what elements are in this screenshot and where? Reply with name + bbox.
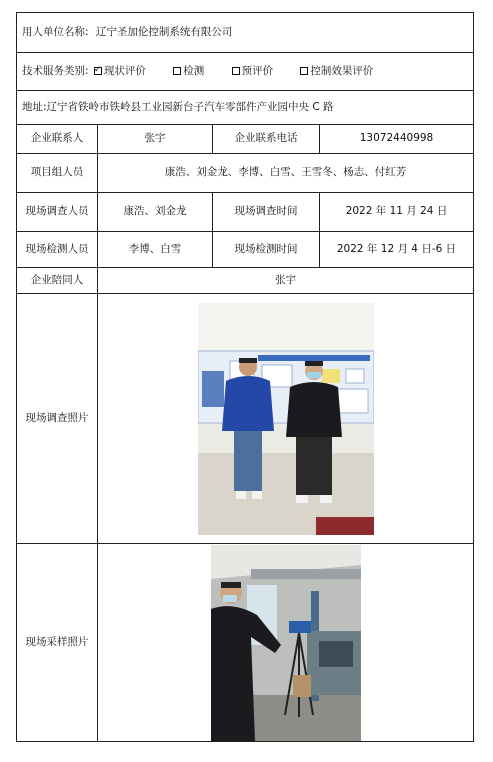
option-label: 现状评价 [103, 64, 146, 77]
survey-time: 2022 年 11 月 24 日 [320, 193, 474, 232]
service-option-detection[interactable] [173, 65, 204, 77]
contact-row [17, 125, 474, 154]
detection-time-label: 现场检测时间 [213, 232, 320, 268]
team-value: 康浩、刘金龙、李博、白雪、王雪冬、杨志、付红芳 [98, 154, 474, 193]
address-value: 辽宁省铁岭市铁岭县工业园新台子汽车零部件产业园中央 C 路 [46, 100, 334, 113]
option-label: 控制效果评价 [310, 64, 374, 77]
phone-label: 企业联系电话 [213, 125, 320, 154]
survey-photo-row [17, 294, 474, 544]
survey-row [17, 193, 474, 232]
option-label: 检测 [183, 64, 205, 77]
sampling-photo-label: 现场采样照片 [17, 544, 98, 742]
sampling-photo-cell [98, 544, 474, 742]
detection-time: 2022 年 12 月 4 日-6 日 [320, 232, 474, 268]
service-option-pre[interactable] [232, 65, 274, 77]
team-label: 项目组人员 [17, 154, 98, 193]
team-row [17, 154, 474, 193]
service-label: 技术服务类别: [22, 64, 89, 77]
checkbox-icon[interactable] [232, 67, 240, 75]
address-cell [17, 91, 474, 125]
unit-label: 用人单位名称: [22, 25, 89, 38]
unit-value: 辽宁圣加伦控制系统有限公司 [95, 25, 233, 38]
escort-row [17, 268, 474, 294]
survey-label: 现场调查人员 [17, 193, 98, 232]
address-label: 地址: [22, 100, 47, 113]
unit-row [17, 13, 474, 53]
survey-people: 康浩、刘金龙 [98, 193, 213, 232]
escort-label: 企业陪同人 [17, 268, 98, 294]
detection-label: 现场检测人员 [17, 232, 98, 268]
escort-value: 张宇 [98, 268, 474, 294]
service-option-control[interactable] [300, 65, 373, 77]
sampling-photo-row [17, 544, 474, 742]
checkbox-icon[interactable] [173, 67, 181, 75]
detection-people: 李博、白雪 [98, 232, 213, 268]
sampling-photo [211, 545, 361, 741]
contact-label: 企业联系人 [17, 125, 98, 154]
survey-time-label: 现场调查时间 [213, 193, 320, 232]
checkbox-icon[interactable] [300, 67, 308, 75]
service-cell [17, 53, 474, 91]
phone-value: 13072440998 [320, 125, 474, 154]
unit-cell [17, 13, 474, 53]
survey-photo-label: 现场调查照片 [17, 294, 98, 544]
service-option-status[interactable] [94, 65, 146, 77]
service-row [17, 53, 474, 91]
contact-value: 张宇 [98, 125, 213, 154]
detection-row [17, 232, 474, 268]
info-form [16, 12, 474, 742]
survey-photo-cell [98, 294, 474, 544]
option-label: 预评价 [241, 64, 274, 77]
checked-checkbox-icon[interactable] [94, 67, 102, 75]
survey-photo [198, 303, 374, 535]
address-row [17, 91, 474, 125]
